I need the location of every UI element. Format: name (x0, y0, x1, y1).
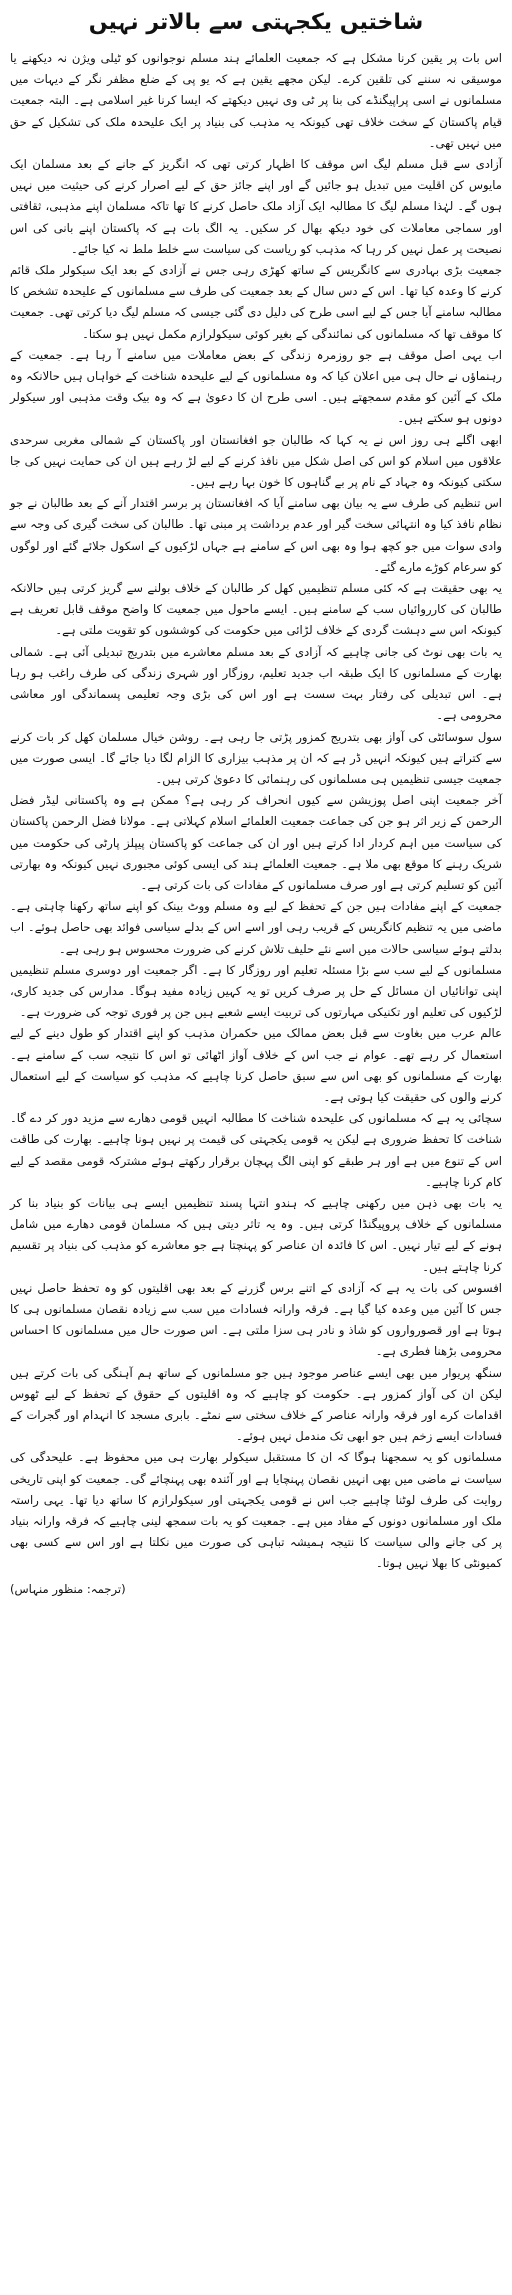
article-paragraph: اس تنظیم کی طرف سے یہ بیان بھی سامنے آیا کہ افغانستان پر برسر اقتدار آنے کے بعد طالبان نے جو نظام نافذ کیا وہ انتہائی سخت گیر اور عدم برداشت پر مبنی تھا۔ طالبان کی سخت گیری کی وجہ سے وادی سوات میں جو کچھ ہوا وہ بھی اس کے سامنے ہے جہاں لڑکیوں کے اسکول جلائے گئے اور لوگوں کو سرعام کوڑے مارے گئے۔ (10, 496, 502, 574)
article-title: شاختیں یکجہتی سے بالاتر نہیں (88, 10, 424, 35)
article-paragraph: عالم عرب میں بغاوت سے قبل بعض ممالک میں حکمران مذہب کو اپنے اقتدار کو طول دینے کے لیے استعمال کر رہے تھے۔ عوام نے جب اس کے خلاف آواز اٹھائی تو اس کا نتیجہ سب کے سامنے ہے۔ بھارت کے مسلمانوں کو بھی اس سے سبق حاصل کرنا چاہیے کہ مذہب کو سیاست کے لیے استعمال کرنے والوں کی حقیقت کیا ہوتی ہے۔ (10, 1026, 502, 1104)
article-paragraph: اب یہی اصل موقف ہے جو روزمرہ زندگی کے بعض معاملات میں سامنے آ رہا ہے۔ جمعیت کے رہنماؤں نے حال ہی میں اعلان کیا کہ وہ مسلمانوں کے لیے علیحدہ شناخت کے خواہاں ہیں حالانکہ وہ ملک کے آئین کو مقدم سمجھتے ہیں۔ اسی طرح ان کا دعویٰ ہے کہ وہ بیک وقت مذہبی اور سیکولر دونوں ہو سکتے ہیں۔ (10, 347, 502, 426)
article-paragraph: سنگھ پریوار میں بھی ایسے عناصر موجود ہیں جو مسلمانوں کے ساتھ ہم آہنگی کی بات کرتے ہیں لیکن ان کی آواز کمزور ہے۔ حکومت کو چاہیے کہ وہ اقلیتوں کے حقوق کے تحفظ کے لیے ٹھوس اقدامات کرے اور فرقہ وارانہ عناصر کے خلاف سختی سے نمٹے۔ بابری مسجد کا انہدام اور گجرات کے فسادات ایسے زخم ہیں جو ابھی تک مندمل نہیں ہوئے۔ (10, 1365, 502, 1444)
article-paragraph: یہ بات بھی نوٹ کی جانی چاہیے کہ آزادی کے بعد مسلم معاشرے میں بتدریج تبدیلی آئی ہے۔ شمالی بھارت کے مسلمانوں کا ایک طبقہ اب جدید تعلیم، روزگار اور شہری زندگی کی طرف راغب ہو رہا ہے۔ اس تبدیلی کی رفتار بہت سست ہے اور اس کی بڑی وجہ تعلیمی پسماندگی اور معاشی محرومی ہے۔ (10, 644, 502, 723)
article-paragraph: ابھی اگلے ہی روز اس نے یہ کہا کہ طالبان جو افغانستان اور پاکستان کے شمالی مغربی سرحدی علاقوں میں اسلام کو اس کی اصل شکل میں نافذ کرنے کے لیے لڑ رہے ہیں ان کی حمایت نہیں کی جا سکتی کیونکہ وہ جہاد کے نام پر بے گناہوں کا خون بہا رہے ہیں۔ (10, 432, 502, 490)
article-paragraph: مسلمانوں کے لیے سب سے بڑا مسئلہ تعلیم اور روزگار کا ہے۔ اگر جمعیت اور دوسری مسلم تنظیمیں اپنی توانائیاں ان مسائل کے حل پر صرف کریں تو یہ کہیں زیادہ مفید ہوگا۔ مدارس کی جدید کاری، لڑکیوں کی تعلیم اور تکنیکی مہارتوں کی تربیت ایسے شعبے ہیں جن پر فوری توجہ کی ضرورت ہے۔ (10, 962, 502, 1020)
translator-credit: (ترجمہ: منظور منہاس) (10, 1581, 126, 1596)
article-paragraph: سول سوسائٹی کی آواز بھی بتدریج کمزور پڑتی جا رہی ہے۔ روشن خیال مسلمان کھل کر بات کرنے سے کتراتے ہیں کیونکہ انہیں ڈر ہے کہ ان پر مذہب بیزاری کا الزام لگا دیا جائے گا۔ ایسی صورت میں جمعیت جیسی تنظیمیں ہی مسلمانوں کی رہنمائی کا دعویٰ کرتی ہیں۔ (10, 729, 502, 786)
article-paragraph: جمعیت بڑی بہادری سے کانگریس کے ساتھ کھڑی رہی جس نے آزادی کے بعد ایک سیکولر ملک قائم کرنے کا وعدہ کیا تھا۔ اس کے دس سال کے بعد جمعیت کی طرف سے مسلمانوں کے علیحدہ تشخص کا مطالبہ سامنے آیا جس کے لیے اسی طرح کی دلیل دی گئی جیسی کہ مسلم لیگ دیا کرتی تھی۔ جمعیت کا موقف تھا کہ مسلمانوں کی نمائندگی کے بغیر کوئی سیکولرازم مکمل نہیں ہو سکتا۔ (10, 263, 502, 341)
article-paragraph: آزادی سے قبل مسلم لیگ اس موقف کا اظہار کرتی تھی کہ انگریز کے جانے کے بعد مسلمان ایک مایوس کن اقلیت میں تبدیل ہو جائیں گے اور اپنے جائز حق کے لیے اصرار کرنے کی حیثیت میں نہیں ہوں گے۔ لہٰذا مسلم لیگ کا مطالبہ ایک آزاد ملک حاصل کرنے کا تھا تاکہ مسلمان اپنے مذہبی، ثقافتی اور سماجی معاملات کی خود دیکھ بھال کر سکیں۔ یہ الگ بات ہے کہ پاکستان اپنے بانی کی اس نصیحت پر عمل نہیں کر رہا کہ مذہب کو ریاست کی سیاست سے خلط ملط نہ کیا جائے۔ (10, 157, 502, 256)
article-paragraph: یہ بھی حقیقت ہے کہ کئی مسلم تنظیمیں کھل کر طالبان کے خلاف بولنے سے گریز کرتی ہیں حالانکہ طالبان کی کارروائیاں سب کے سامنے ہیں۔ ایسے ماحول میں جمعیت کا واضح موقف قابل تعریف ہے کیونکہ اس سے دہشت گردی کے خلاف لڑائی میں حکومت کی کوششوں کو تقویت ملتی ہے۔ (10, 581, 502, 638)
article-paragraph: یہ بات بھی ذہن میں رکھنی چاہیے کہ ہندو انتہا پسند تنظیمیں ایسے ہی بیانات کو بنیاد بنا کر مسلمانوں کے خلاف پروپیگنڈا کرتی ہیں۔ وہ یہ تاثر دیتی ہیں کہ مسلمان قومی دھارے میں شامل ہونے کے لیے تیار نہیں۔ اس کا فائدہ ان عناصر کو پہنچتا ہے جو معاشرے کو مذہب کی بنیاد پر تقسیم کرنا چاہتے ہیں۔ (10, 1195, 502, 1274)
article-paragraph: جمعیت کے اپنے مفادات ہیں جن کے تحفظ کے لیے وہ مسلم ووٹ بینک کو اپنے ساتھ رکھنا چاہتی ہے۔ ماضی میں یہ تنظیم کانگریس کے قریب رہی اور اسے اس کے بدلے سیاسی فوائد بھی حاصل ہوئے۔ اب بدلتے ہوئے سیاسی حالات میں اسے نئے حلیف تلاش کرنے کی ضرورت محسوس ہو رہی ہے۔ (10, 899, 502, 956)
article-paragraph: سچائی یہ ہے کہ مسلمانوں کی علیحدہ شناخت کا مطالبہ انہیں قومی دھارے سے مزید دور کر دے گا۔ شناخت کا تحفظ ضروری ہے لیکن یہ قومی یکجہتی کی قیمت پر نہیں ہونا چاہیے۔ بھارت کی طاقت اس کے تنوع میں ہے اور ہر طبقے کو اپنی الگ پہچان برقرار رکھتے ہوئے مشترکہ قومی مقصد کے لیے کام کرنا چاہیے۔ (10, 1111, 502, 1189)
article-paragraph: مسلمانوں کو یہ سمجھنا ہوگا کہ ان کا مستقبل سیکولر بھارت ہی میں محفوظ ہے۔ علیحدگی کی سیاست نے ماضی میں بھی انہیں نقصان پہنچایا ہے اور آئندہ بھی پہنچائے گی۔ جمعیت کو اپنی تاریخی روایت کی طرف لوٹنا چاہیے جب اس نے قومی یکجہتی اور سیکولرازم کا ساتھ دیا تھا۔ یہی راستہ ملک اور مسلمانوں دونوں کے مفاد میں ہے۔ جمعیت کو یہ بات سمجھ لینی چاہیے کہ فرقہ وارانہ بنیاد پر کی جانے والی سیاست کا نتیجہ ہمیشہ تباہی کی صورت میں نکلتا ہے اور اس سے کسی بھی کمیونٹی کا بھلا نہیں ہوتا۔ (10, 1450, 502, 1571)
article-paragraph: آخر جمعیت اپنی اصل پوزیشن سے کیوں انحراف کر رہی ہے؟ ممکن ہے وہ پاکستانی لیڈر فضل الرحمن کے زیر اثر ہو جن کی جماعت جمعیت العلمائے اسلام کہلاتی ہے۔ مولانا فضل الرحمن پاکستان کی سیاست میں اہم کردار ادا کرتے ہیں اور ان کی جماعت کو پاکستان پیپلز پارٹی کی حکومت میں شریک رہنے کا موقع بھی ملا ہے۔ جمعیت العلمائے ہند کی ایسی کوئی مجبوری نہیں کیونکہ وہ بھارتی آئین کو تسلیم کرتی ہے اور صرف مسلمانوں کے مفادات کی بات کرتی ہے۔ (10, 793, 502, 892)
article-paragraph: افسوس کی بات یہ ہے کہ آزادی کے اتنے برس گزرنے کے بعد بھی اقلیتوں کو وہ تحفظ حاصل نہیں جس کا آئین میں وعدہ کیا گیا ہے۔ فرقہ وارانہ فسادات میں سب سے زیادہ نقصان مسلمانوں ہی کا ہوتا ہے اور قصورواروں کو شاذ و نادر ہی سزا ملتی ہے۔ اس صورت حال میں مسلمانوں کا احساس محرومی بڑھنا فطری ہے۔ (10, 1280, 502, 1359)
article-paragraph: اس بات پر یقین کرنا مشکل ہے کہ جمعیت العلمائے ہند مسلم نوجوانوں کو ٹیلی ویژن نہ دیکھنے یا موسیقی نہ سننے کی تلقین کرے۔ لیکن مجھے یقین ہے کہ یو پی کے ضلع مظفر نگر کے دیہات میں مسلمانوں نے اسی پراپیگنڈے کی بنا پر ٹی وی نہیں دیکھتے کہ ایسا کرنا غیر اسلامی ہے۔ البتہ جمعیت قیام پاکستان کے سخت خلاف تھی کیونکہ یہ مذہب کی بنیاد پر ایک علیحدہ ملک کی تشکیل کے حق میں نہیں تھی۔ (10, 51, 502, 150)
article-body (10, 48, 502, 1575)
